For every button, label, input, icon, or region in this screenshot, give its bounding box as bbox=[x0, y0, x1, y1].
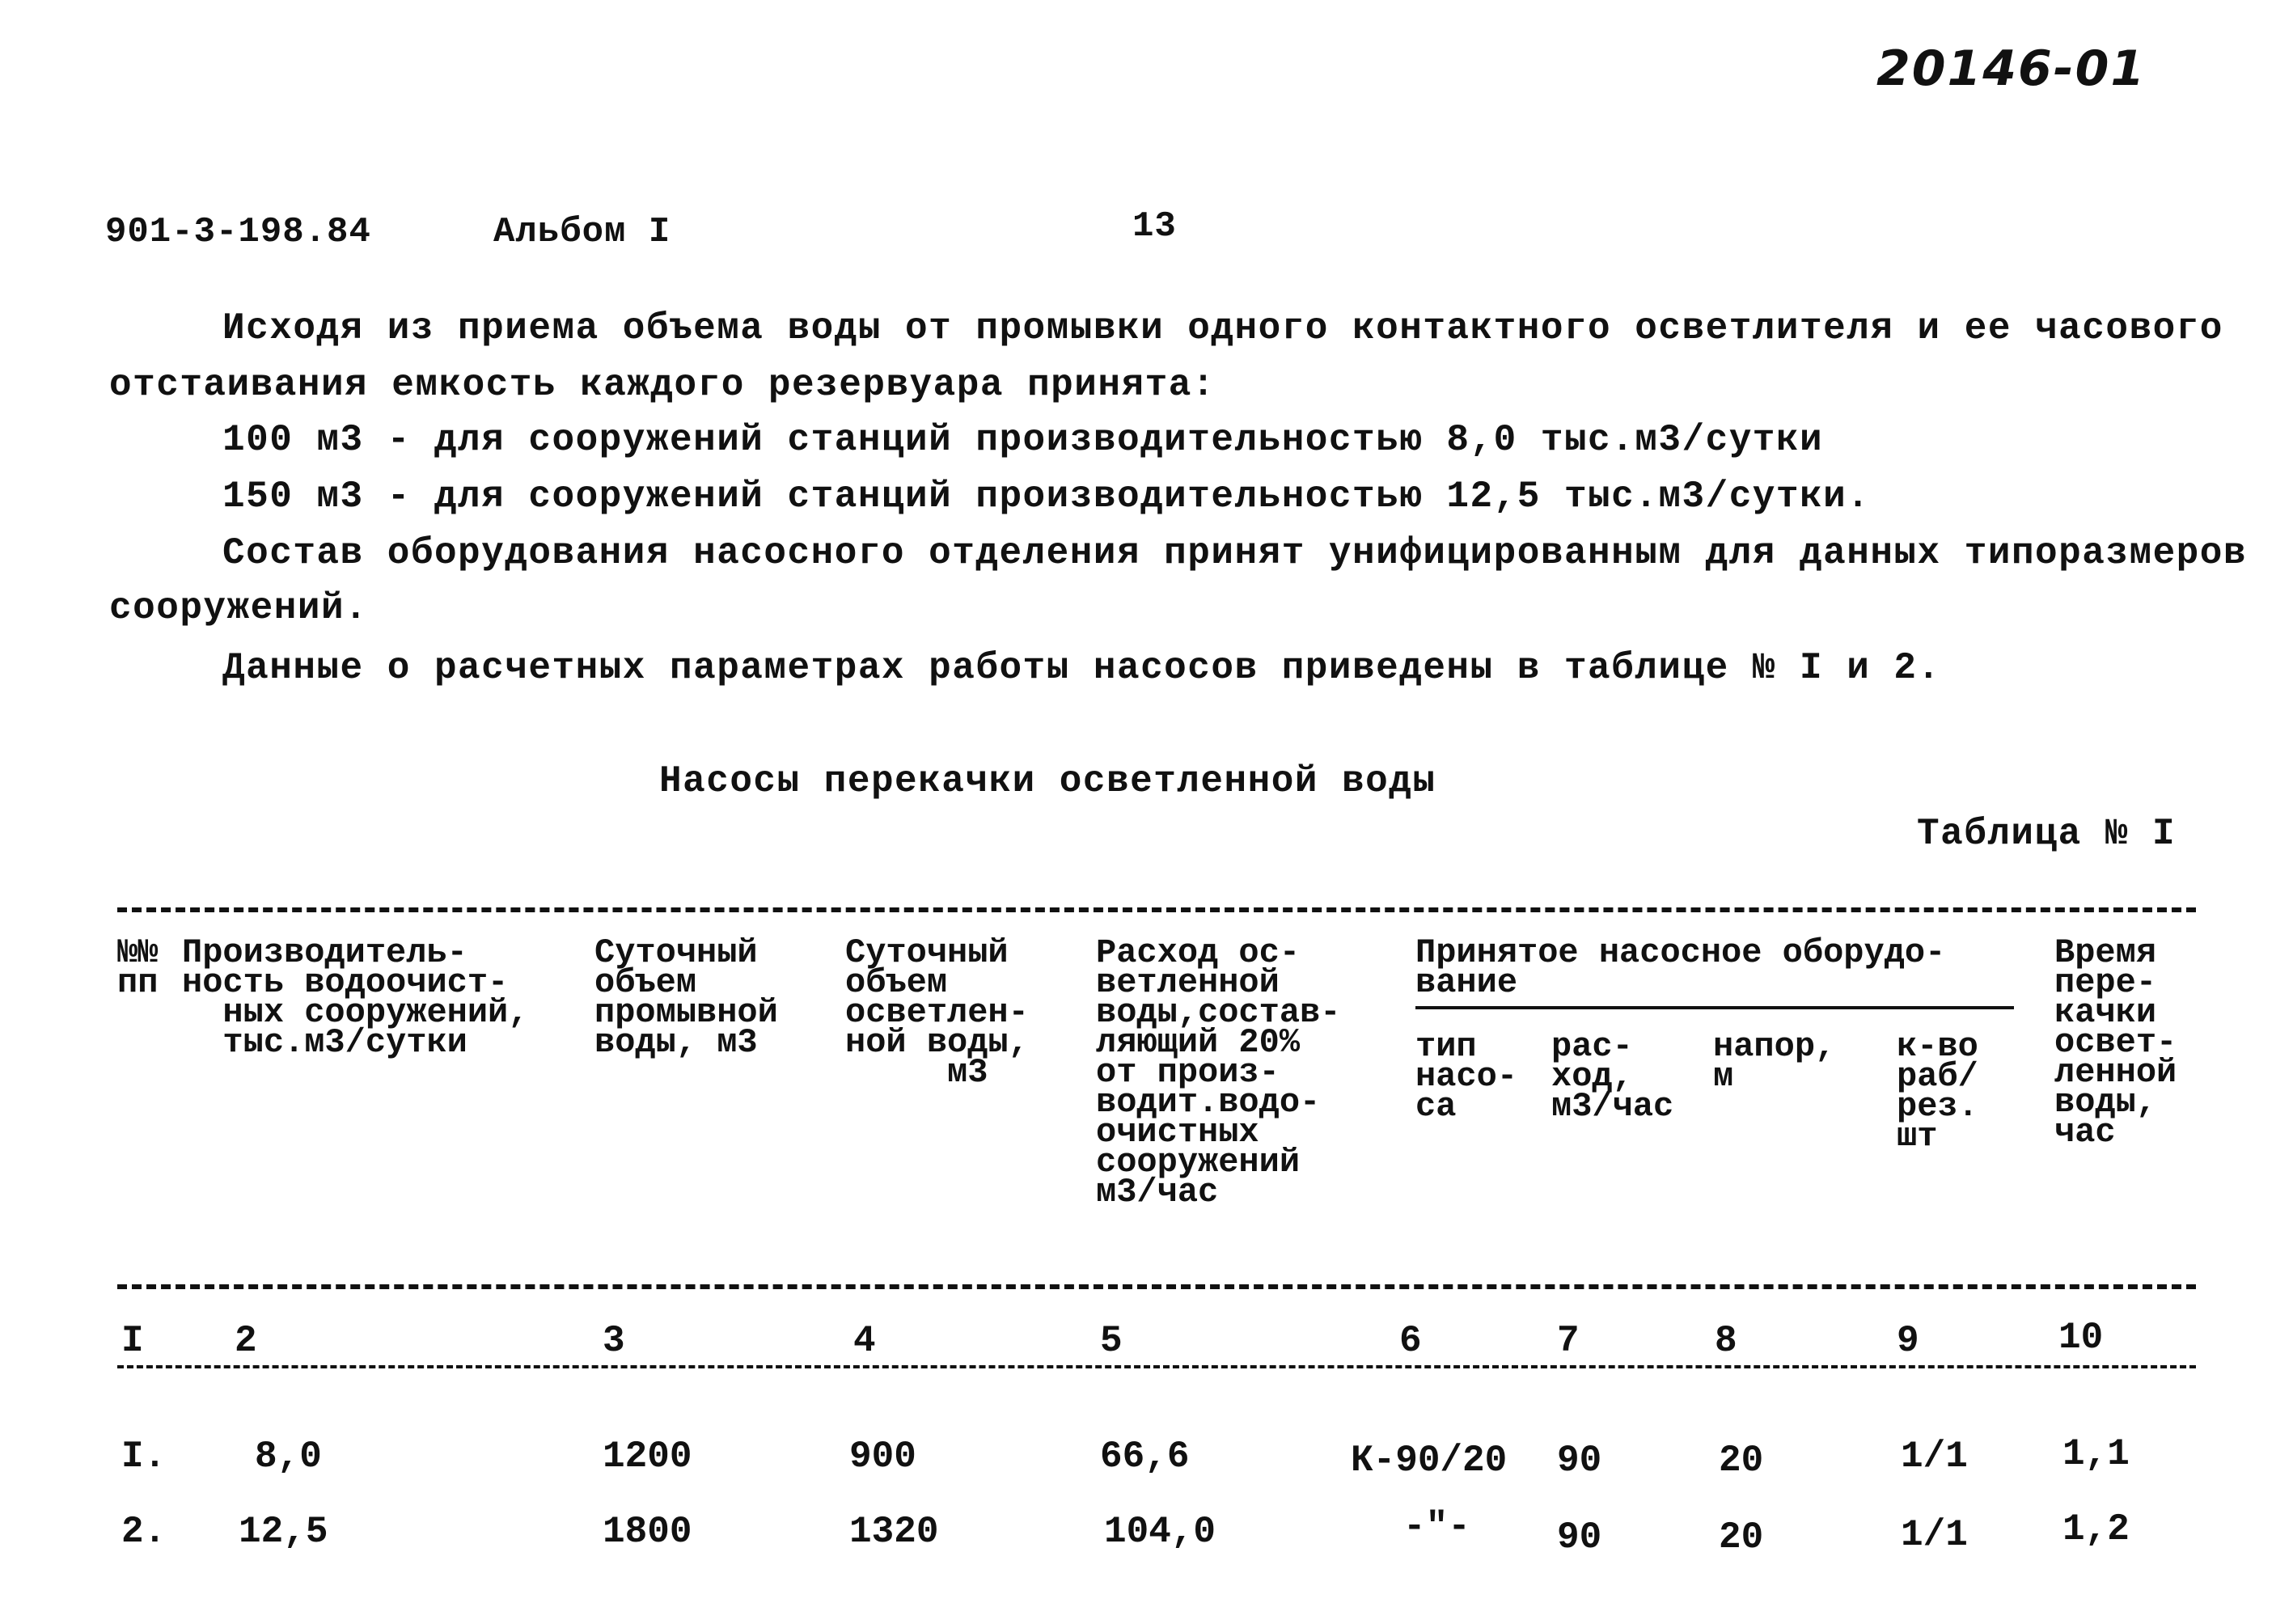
handwritten-number: 20146-01 bbox=[1876, 40, 2147, 97]
cell: 1,2 bbox=[2062, 1508, 2130, 1550]
cell: 90 bbox=[1557, 1440, 1602, 1482]
paragraph-line: 150 м3 - для сооружений станций производительностью 12,5 тыс.м3/сутки. bbox=[222, 476, 1871, 518]
column-number: 4 bbox=[853, 1320, 876, 1362]
cell: 1320 bbox=[849, 1511, 939, 1553]
paragraph-line: 100 м3 - для сооружений станций производительностью 8,0 тыс.м3/сутки bbox=[222, 419, 1824, 461]
album-label: Альбом I bbox=[493, 212, 671, 252]
table-label: Таблица № I bbox=[1917, 813, 2177, 855]
cell: 1,1 bbox=[2062, 1433, 2130, 1475]
page-number: 13 bbox=[1132, 206, 1177, 247]
column-number: 7 bbox=[1557, 1320, 1580, 1362]
cell: 2. bbox=[121, 1511, 167, 1553]
header-row-number: №№ пп bbox=[117, 933, 159, 1002]
cell: 8,0 bbox=[255, 1436, 322, 1478]
cell: 900 bbox=[849, 1436, 916, 1478]
doc-code: 901-3-198.84 bbox=[105, 212, 371, 252]
column-number: I bbox=[121, 1320, 144, 1362]
cell: 20 bbox=[1719, 1440, 1764, 1482]
cell: 1/1 bbox=[1901, 1436, 1968, 1478]
column-number: 3 bbox=[603, 1320, 625, 1362]
paragraph-line: Данные о расчетных параметрах работы насосов приведены в таблице № I и 2. bbox=[222, 647, 1941, 689]
cell: 1200 bbox=[603, 1436, 692, 1478]
header-head: напор, м bbox=[1713, 1027, 1836, 1096]
column-number: 6 bbox=[1399, 1320, 1422, 1362]
column-number-rule bbox=[117, 1365, 2196, 1368]
header-pump-type: тип насо- са bbox=[1415, 1027, 1518, 1126]
column-number: 10 bbox=[2058, 1317, 2104, 1359]
header-pump-group: Принятое насосное оборудо- вание bbox=[1415, 933, 1946, 1002]
header-count: к-во раб/ рез. шт bbox=[1897, 1027, 1978, 1156]
cell: 104,0 bbox=[1104, 1511, 1216, 1553]
cell: 90 bbox=[1557, 1516, 1602, 1558]
column-number: 9 bbox=[1897, 1320, 1919, 1362]
cell: К-90/20 bbox=[1351, 1440, 1508, 1482]
column-number: 8 bbox=[1715, 1320, 1737, 1362]
group-rule bbox=[1415, 1006, 2014, 1009]
cell: I. bbox=[121, 1436, 167, 1478]
column-number: 2 bbox=[235, 1320, 257, 1362]
header-clarified-flow: Расход ос- ветленной воды,состав- ляющий 20% от произ- водит.водо- очистных сооружений м3/час bbox=[1096, 933, 1341, 1212]
cell: 20 bbox=[1719, 1516, 1764, 1558]
table-title: Насосы перекачки осветленной воды bbox=[659, 760, 1436, 802]
cell: 1/1 bbox=[1901, 1514, 1968, 1556]
column-number: 5 bbox=[1100, 1320, 1123, 1362]
paragraph-line: сооружений. bbox=[109, 587, 369, 629]
cell: -"- bbox=[1403, 1506, 1470, 1548]
header-capacity: Производитель- ность водоочист- ных сооружений, тыс.м3/сутки bbox=[182, 933, 529, 1062]
paragraph-line: Исходя из приема объема воды от промывки одного контактного осветлителя и ее часового bbox=[222, 307, 2223, 349]
cell: 66,6 bbox=[1100, 1436, 1190, 1478]
header-pump-flow: рас- ход, м3/час bbox=[1551, 1027, 1674, 1126]
cell: 1800 bbox=[603, 1511, 692, 1553]
header-bottom-rule bbox=[117, 1284, 2196, 1289]
header-pump-time: Время пере- качки освет- ленной воды, час bbox=[2054, 933, 2177, 1152]
paragraph-line: Состав оборудования насосного отделения принят унифицированным для данных типоразмеров bbox=[222, 532, 2247, 574]
table-top-rule bbox=[117, 907, 2196, 912]
cell: 12,5 bbox=[239, 1511, 328, 1553]
header-wash-volume: Суточный объем промывной воды, м3 bbox=[594, 933, 778, 1062]
paragraph-line: отстаивания емкость каждого резервуара принята: bbox=[109, 364, 1216, 406]
header-clarified-volume: Суточный объем осветлен- ной воды, м3 bbox=[845, 933, 1029, 1092]
